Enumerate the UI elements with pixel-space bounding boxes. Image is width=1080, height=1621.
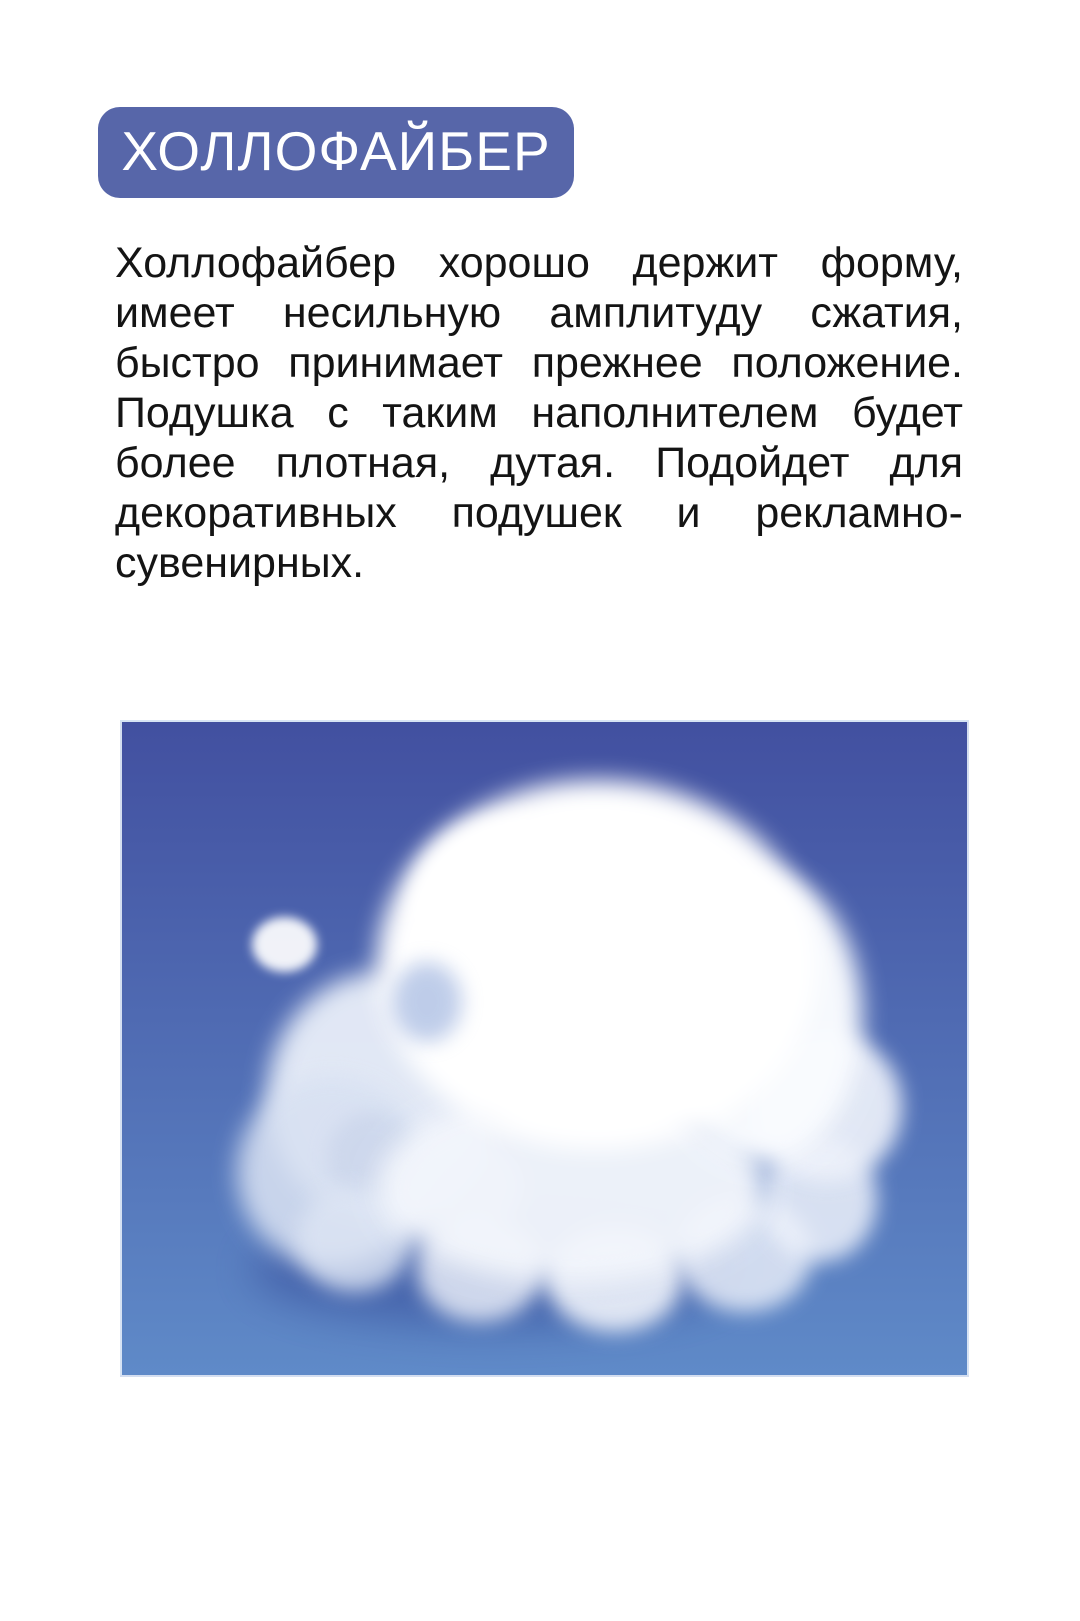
text-line: Подушка с таким наполнителем будет [115, 389, 963, 437]
section-title: ХОЛЛОФАЙБЕР [121, 119, 551, 182]
text-line: более плотная, дутая. Подойдет для [115, 439, 963, 487]
text-line: быстро принимает прежнее положение. [115, 339, 963, 387]
section-title-badge [98, 107, 574, 198]
text-line: декоративных подушек и рекламно- [115, 489, 963, 537]
fluff-wisp [252, 917, 317, 972]
description-paragraph [115, 238, 963, 588]
hollofiber-fluff-photo [120, 720, 969, 1377]
text-line: Холлофайбер хорошо держит форму, [115, 239, 963, 287]
text-line: имеет несильную амплитуду сжатия, [115, 289, 963, 337]
fluff-blob [412, 817, 602, 987]
text-line: сувенирных. [115, 539, 365, 587]
fluff-blue-gap [392, 962, 462, 1042]
